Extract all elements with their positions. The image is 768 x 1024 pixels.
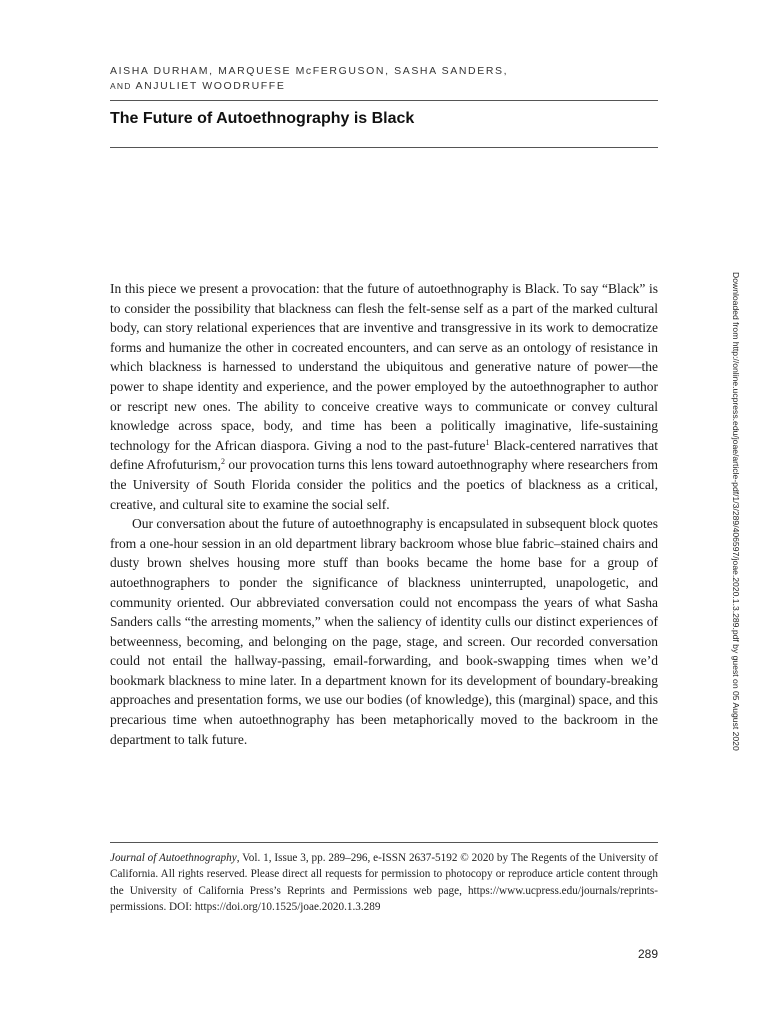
citation-text: , Vol. 1, Issue 3, pp. 289–296, e-ISSN 2637-5192 © 2020 by The Regents of the University of California. All rights reserved. Please direct all requests for permission to photocopy or reproduce article content through the University of California Press’s Reprints and Permissions web page, https://www.ucpress.edu/journals/reprints-permissions. DOI: https://doi.org/10.1525/joae.2020.1.3.289 xyxy=(110,852,658,913)
author-list xyxy=(110,64,660,94)
authors-last: ANJULIET WOODRUFFE xyxy=(131,80,286,92)
header-rule-bottom xyxy=(110,147,658,148)
paragraph-1 xyxy=(110,279,658,514)
authors-and: AND xyxy=(110,81,132,91)
paragraph-1-text-a: In this piece we present a provocation: that the future of autoethnography is Black. To say “Black” is to consider the possibility that blackness can flesh the felt-sense self as a part of the marked cultural body, can story relational experiences that are inventive and transgressive in its work to democratize forms and humanize the other in cocreated encounters, and can serve as an ontology of resistance in which blackness is harnessed to understand the ubiquitous and generative nature of power—the power to shape identity and experience, and the power employed by the autoethnographer to author or rescript new ones. The ability to conceive creative ways to communicate or convey cultural knowledge across space, body, and time has been a politically imaginative, life-sustaining technology for the African diaspora. Giving a nod to the past-future xyxy=(110,281,658,453)
page-number: 289 xyxy=(637,947,658,961)
journal-name: Journal of Autoethnography xyxy=(110,852,237,864)
footnote-ref-1[interactable]: 1 xyxy=(485,437,490,447)
footer-rule xyxy=(110,842,658,843)
article-title: The Future of Autoethnography is Black xyxy=(110,110,415,127)
authors-line-2 xyxy=(110,79,660,94)
download-watermark: Downloaded from http://online.ucpress.edu/joae/article-pdf/1/3/289/406597/joae.2020.1.3.289.pdf by guest on 05 August 2020 xyxy=(731,272,741,751)
article-body xyxy=(110,279,658,749)
header-rule-top xyxy=(110,100,658,101)
citation-footer xyxy=(110,850,658,915)
footnote-ref-2[interactable]: 2 xyxy=(221,457,226,467)
paragraph-1-text-c: our provocation turns this lens toward autoethnography where researchers from the University of South Florida consider the politics and the poetics of blackness as a critical, creative, and cultural site to examine the social self. xyxy=(110,457,658,512)
paragraph-1-text-b: Black-centered narratives that define Afrofuturism, xyxy=(110,437,658,473)
paragraph-2: Our conversation about the future of autoethnography is encapsulated in subsequent block quotes from a one-hour session in an old department library backroom whose blue fabric–stained chairs and dusty brown shelves housing more stuff than books became the home base for a group of autoethnographers to ponder the significance of blackness uninterrupted, unapologetic, and community oriented. Our abbreviated conversation could not encompass the years of what Sasha Sanders calls “the arresting moments,” when the saliency of identity culls our distinct experiences of betweenness, becoming, and belonging on the page, stage, and screen. Our recorded conversation could not entail the hallway-passing, email-forwarding, and book-swapping times when we’d bookmark blackness to mine later. In a department known for its development of boundary-breaking approaches and presentation forms, we use our bodies (of knowledge), this (marginal) space, and this precarious time when autoethnography has been metaphorically moved to the backroom in the department to talk future. xyxy=(110,516,658,747)
authors-line-1: AISHA DURHAM, MARQUESE McFERGUSON, SASHA SANDERS, xyxy=(110,65,509,77)
